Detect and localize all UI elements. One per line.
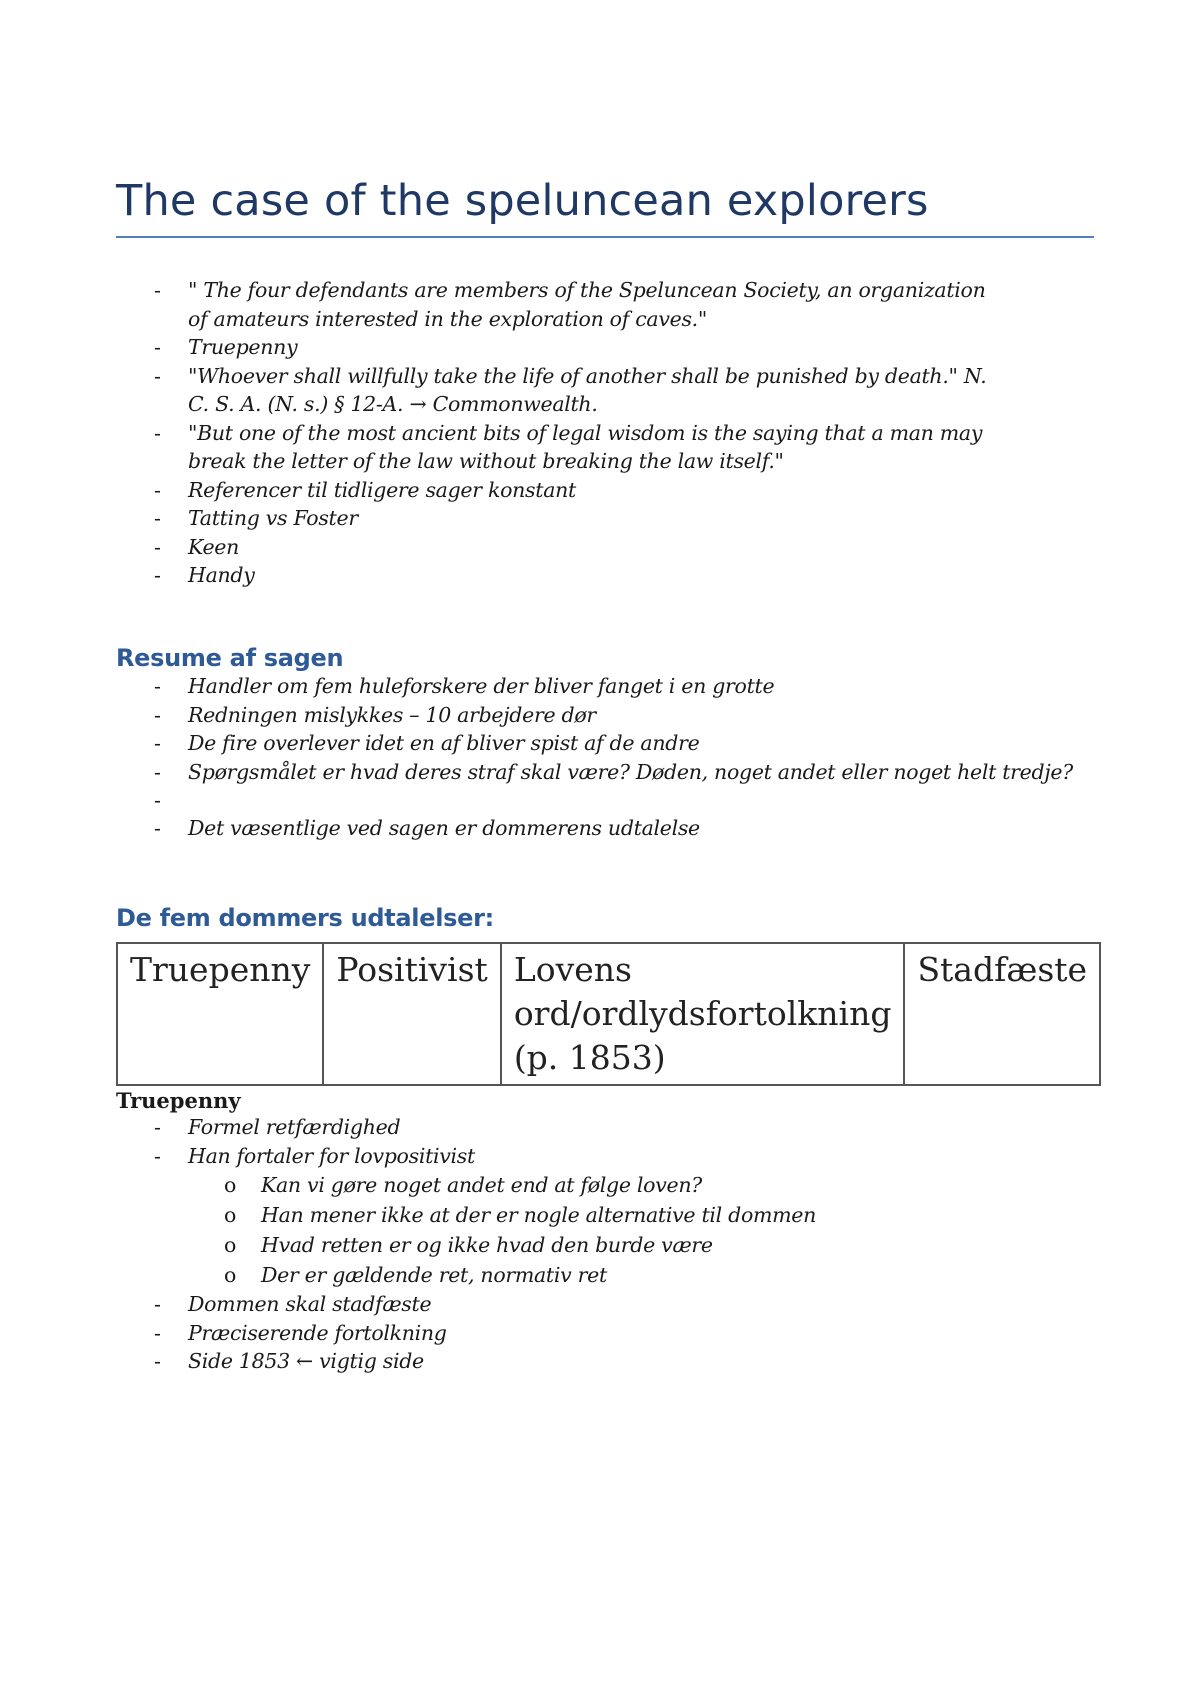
list-item: - Tatting vs Foster	[116, 504, 1116, 533]
judge-cell: Truepenny	[117, 943, 323, 1085]
intro-list	[116, 276, 1116, 590]
truepenny-heading: Truepenny	[116, 1088, 241, 1113]
resume-list	[116, 672, 1116, 843]
judges-table	[116, 942, 1101, 1086]
list-item: - Side 1853 ← vigtig side	[116, 1347, 1116, 1376]
list-item: - Formel retfærdighed	[116, 1113, 1116, 1142]
verdict-cell: Stadfæste	[904, 943, 1100, 1085]
judges-heading: De fem dommers udtalelser:	[116, 904, 494, 932]
list-item: - Referencer til tidligere sager konstant	[116, 476, 1116, 505]
list-item: - " The four defendants are members of the Speluncean Society, an organization of amateurs interested in the exploration of caves."	[116, 276, 1116, 333]
truepenny-list-a	[116, 1113, 1116, 1170]
list-item: - Handler om fem huleforskere der bliver fanget i en grotte	[116, 672, 1116, 701]
list-item: - Keen	[116, 533, 1116, 562]
list-spacer	[116, 786, 1116, 814]
sub-list-item: o Kan vi gøre noget andet end at følge loven?	[116, 1170, 1116, 1200]
truepenny-sublist	[116, 1170, 1116, 1290]
sub-list-item: o Der er gældende ret, normativ ret	[116, 1260, 1116, 1290]
intro-list-block	[116, 276, 1116, 590]
sub-list-item: o Han mener ikke at der er nogle alternative til dommen	[116, 1200, 1116, 1230]
list-item: - "Whoever shall willfully take the life of another shall be punished by death." N. C. S. A. (N. s.) § 12-A. → Commonwealth.	[116, 362, 1116, 419]
list-item: - Spørgsmålet er hvad deres straf skal være? Døden, noget andet eller noget helt tredje?	[116, 758, 1116, 787]
list-item: - Præciserende fortolkning	[116, 1319, 1116, 1348]
list-item: - Det væsentlige ved sagen er dommerens udtalelse	[116, 814, 1116, 843]
list-item: - Handy	[116, 561, 1116, 590]
method-cell: Lovens ord/ordlydsfortolkning (p. 1853)	[501, 943, 905, 1085]
school-cell: Positivist	[323, 943, 500, 1085]
truepenny-list-b	[116, 1290, 1116, 1376]
page-title: The case of the speluncean explorers	[116, 176, 1094, 238]
list-item: - Dommen skal stadfæste	[116, 1290, 1116, 1319]
truepenny-section	[116, 1088, 1116, 1376]
list-item: - De fire overlever idet en af bliver spist af de andre	[116, 729, 1116, 758]
judges-section	[116, 904, 1116, 932]
list-item: - Redningen mislykkes – 10 arbejdere dør	[116, 701, 1116, 730]
list-item: - Han fortaler for lovpositivist	[116, 1142, 1116, 1171]
resume-section	[116, 644, 1116, 843]
table-row	[117, 943, 1100, 1085]
sub-list-item: o Hvad retten er og ikke hvad den burde være	[116, 1230, 1116, 1260]
list-item: - "But one of the most ancient bits of legal wisdom is the saying that a man may break the letter of the law without breaking the law itself."	[116, 419, 1116, 476]
list-item: - Truepenny	[116, 333, 1116, 362]
resume-heading: Resume af sagen	[116, 644, 344, 672]
